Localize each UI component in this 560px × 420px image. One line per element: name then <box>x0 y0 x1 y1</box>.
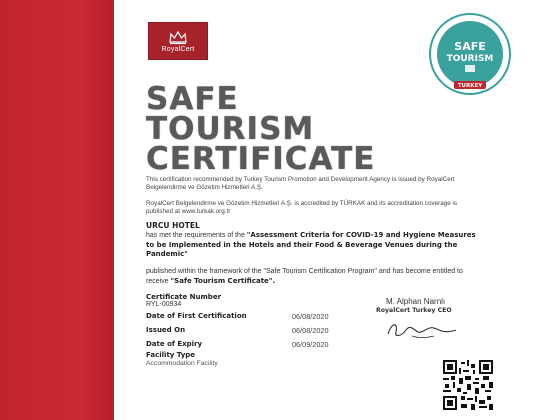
expiry-value: 06/09/2020 <box>292 340 329 349</box>
program-statement <box>146 268 466 286</box>
facility-type-value: Accommodation Facility <box>146 360 218 367</box>
intro-paragraph-2: RoyalCert Belgelendirme ve Gözetim Hizmetleri A.Ş. is accredited by TÜRKAK and its accreditation coverage is published at www.turkak.org.tr <box>146 200 458 215</box>
badge-arc-text: CERTIFICATE OF <box>447 21 493 36</box>
hotel-name: URCU HOTEL <box>146 221 200 230</box>
crown-icon <box>168 29 188 45</box>
signature-icon <box>382 316 462 342</box>
title-line-2: TOURISM <box>146 111 315 147</box>
title-line-3: CERTIFICATE <box>146 141 376 177</box>
badge-line2: TOURISM <box>446 54 494 64</box>
expiry-label: Date of Expiry <box>146 340 203 348</box>
badge-line1: SAFE <box>454 40 486 53</box>
requirements-statement <box>146 231 486 260</box>
title-line-1: SAFE <box>146 81 239 117</box>
program-text: published within the framework of the "Safe Tourism Certification Program" and has become entitled to receive <box>146 268 463 285</box>
first-certification-label: Date of First Certification <box>146 312 247 320</box>
royalcert-logo <box>148 22 208 60</box>
certificate-name: "Safe Tourism Certificate". <box>170 276 276 285</box>
safe-tourism-badge <box>428 12 512 96</box>
intro-paragraph-1: This certification recommended by Turkey Tourism Promotion and Development Agency is issued by RoyalCert Belgelendirme ve Gözetim Hizmetleri A.Ş. <box>146 176 455 191</box>
badge-emblem-icon <box>465 65 475 72</box>
signatory-name: M. Alphan Narnlı <box>386 297 446 306</box>
logo-text: RoyalCert <box>161 46 195 53</box>
issued-on-label: Issued On <box>146 326 186 334</box>
badge-bottom-text: TURKEY <box>457 83 483 89</box>
facility-type-label: Facility Type <box>146 351 196 359</box>
requirements-criteria: "Assessment Criteria for COVID-19 and Hygiene Measures to be Implemented in the Hotels and their Food & Beverage Venues during the Pandemic" <box>146 231 476 258</box>
red-side-band <box>0 0 114 420</box>
certificate-number-label: Certificate Number <box>146 293 222 301</box>
issued-on-value: 06/08/2020 <box>292 326 329 335</box>
certificate-title <box>146 81 376 177</box>
signatory-title: RoyalCert Turkey CEO <box>376 307 452 314</box>
first-certification-value: 06/08/2020 <box>292 312 329 321</box>
qr-code-icon <box>443 360 493 410</box>
certificate-number-value: RYL-00934 <box>146 301 182 308</box>
requirements-prefix: has met the requirements of the <box>146 232 247 239</box>
